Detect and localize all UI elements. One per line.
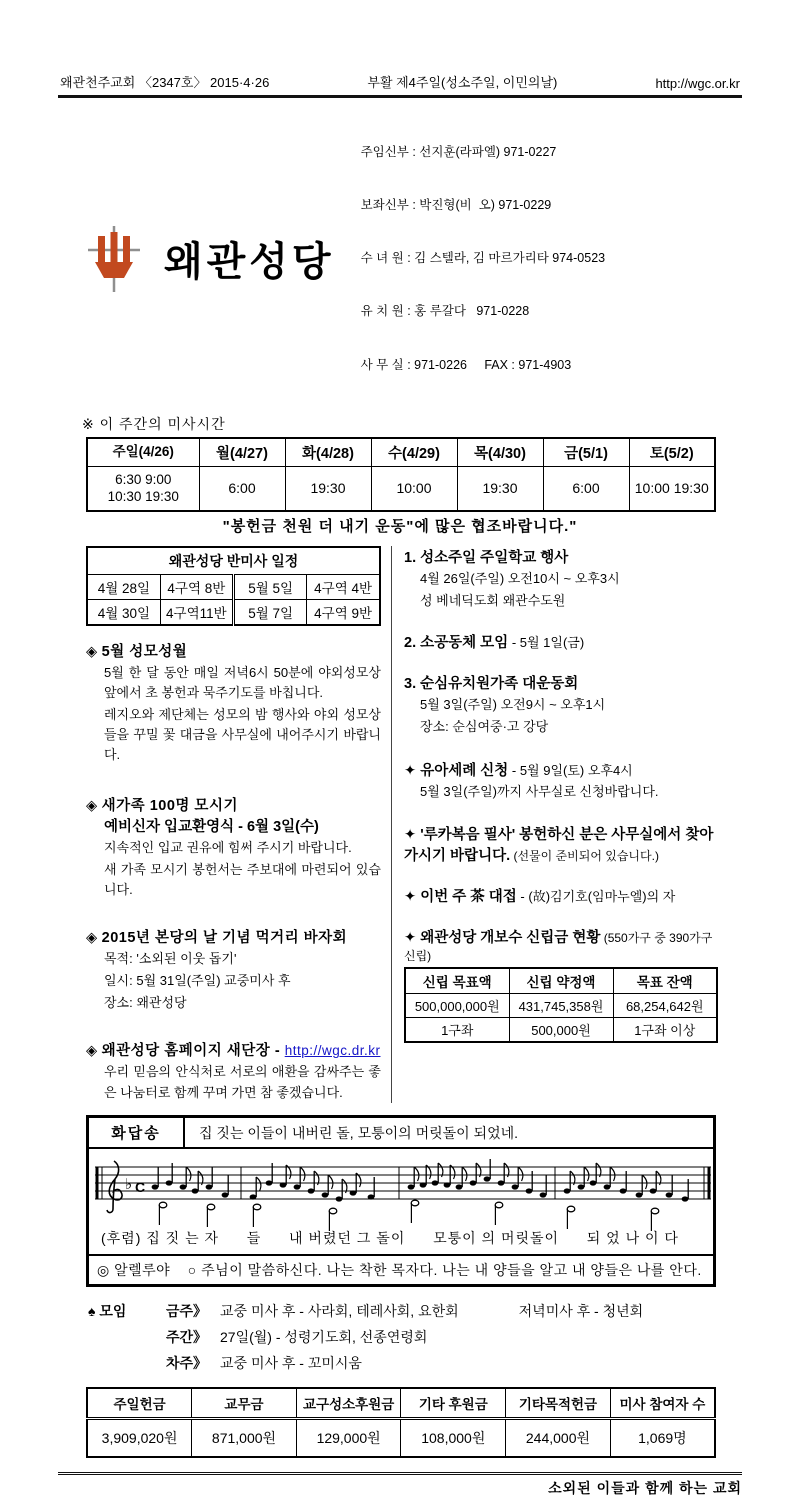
section-homepage [86, 1039, 381, 1102]
notice-title: 유아세례 신청 [420, 763, 509, 780]
contact-line: 주임신부 : 선지훈(라파엘) 971-0227 [360, 144, 557, 159]
offering-table [86, 1387, 716, 1458]
responsorial-psalm-box [86, 1115, 716, 1287]
offering-value: 1,069명 [610, 1418, 715, 1457]
half-mass-cell: 4구역11반 [160, 599, 233, 625]
offering-value: 108,000원 [401, 1418, 506, 1457]
music-staff [93, 1153, 713, 1223]
offering-header: 교무금 [192, 1388, 297, 1419]
meeting-text: 교중 미사 후 - 사라회, 테레사회, 요한회 [220, 1302, 459, 1319]
mass-day-header: 토(5/2) [629, 438, 715, 467]
notice-title: 이번 주 茶 대접 [420, 888, 517, 905]
lyric-segment: 들 [246, 1229, 262, 1246]
section-body-line: 일시: 5월 31일(주일) 교중미사 후 [104, 973, 291, 989]
half-mass-cell: 4구역 4반 [307, 574, 380, 599]
circle-icon: ○ [187, 1261, 197, 1278]
left-column [86, 546, 391, 1103]
mass-day-header: 화(4/28) [285, 438, 371, 467]
notice-tea-service [404, 885, 718, 906]
offering-header: 주일헌금 [87, 1388, 192, 1419]
notice-luke-transcription [404, 823, 718, 865]
church-name: 왜관성당 [164, 240, 335, 285]
meeting-label: 금주》 [166, 1302, 208, 1319]
notice-number: 2. [404, 635, 417, 652]
section-may-devotion [86, 640, 381, 766]
fund-cell: 500,000,000원 [405, 993, 509, 1017]
notice-small-community [404, 631, 718, 652]
treble-clef-glyph [107, 1161, 122, 1213]
star-bullet-icon: ✦ [404, 888, 417, 905]
fund-header: 목표 잔액 [613, 968, 717, 994]
notice-infant-baptism [404, 759, 718, 802]
notice-number: 1. [404, 549, 417, 566]
mass-time-cell: 19:30 [285, 466, 371, 511]
meeting-text: 저녁미사 후 - 청년회 [518, 1302, 644, 1319]
section-body-line: 우리 믿음의 안식처로 서로의 애환을 감싸주는 좋은 나눔터로 함께 꾸며 가면 참 좋겠습니다. [104, 1064, 381, 1100]
section-title: 왜관성당 홈페이지 새단장 - [101, 1043, 285, 1060]
offering-value: 129,000원 [296, 1418, 401, 1457]
meeting-row [88, 1353, 742, 1373]
meeting-text: 교중 미사 후 - 꼬미시움 [220, 1354, 362, 1371]
section-title: 새가족 100명 모시기 [101, 797, 238, 814]
fund-cell: 431,745,358원 [509, 993, 613, 1017]
mass-day-header: 주일(4/26) [87, 438, 199, 467]
notice-body-line: 장소: 순심여중·고 강당 [420, 719, 549, 735]
sunday-times-line2: 10:30 19:30 [107, 489, 179, 505]
bulletin-issue: 왜관천주교회 〈2347호〉 2015·4·26 [60, 75, 270, 90]
notice-detail: - 5월 9일(토) 오후4시 [508, 763, 633, 779]
mass-time-cell [87, 466, 199, 511]
contact-line: 수 녀 원 : 김 스텔라, 김 마르가리타 974-0523 [360, 251, 606, 265]
half-mass-cell: 5월 5일 [234, 574, 307, 599]
fund-cell: 500,000원 [509, 1017, 613, 1042]
renovation-fund-table [404, 967, 718, 1043]
fund-header: 신립 약정액 [509, 968, 613, 994]
sunday-times-line1: 6:30 9:00 [115, 471, 172, 487]
mass-day-header: 수(4/29) [371, 438, 457, 467]
notice-sunday-school [404, 546, 718, 611]
half-mass-cell: 4월 28일 [87, 574, 160, 599]
right-column [391, 546, 718, 1103]
meeting-label: 차주》 [166, 1354, 208, 1371]
psalm-lyrics [93, 1228, 709, 1254]
half-mass-cell: 4월 30일 [87, 599, 160, 625]
lyric-segment: 되 었 나 이 다 [586, 1229, 679, 1246]
star-bullet-icon: ✦ [404, 826, 417, 843]
flat-sign-glyph: ♭ [125, 1175, 133, 1193]
section-body-line: 레지오와 제단체는 성모의 밤 행사와 야외 성모상 들을 꾸밀 꽃 대금을 사무실에 내어주시기 바랍니다. [104, 707, 381, 763]
psalm-refrain-text: 집 짓는 이들이 내버린 돌, 모퉁이의 머릿돌이 되었네. [199, 1124, 519, 1141]
section-body-line: 5월 한 달 동안 매일 저녁6시 50분에 야외성모상 앞에서 초 봉헌과 묵주기도를 바칩니다. [104, 664, 381, 700]
alleluia-text: 알렐루야 [114, 1261, 171, 1278]
mass-day-header: 목(4/30) [457, 438, 543, 467]
notice-title: 성소주일 주일학교 행사 [420, 549, 569, 566]
notice-body-line: 5월 3일(주일)까지 사무실로 신청바랍니다. [420, 784, 659, 800]
meeting-row [88, 1327, 742, 1347]
fund-cell: 68,254,642원 [613, 993, 717, 1017]
lyric-segment: (후렴) 집 짓 는 자 [101, 1229, 220, 1246]
offering-header: 교구성소후원금 [296, 1388, 401, 1419]
notice-title: 순심유치원가족 대운동회 [420, 676, 579, 693]
meeting-row [88, 1301, 742, 1321]
mass-times-table [86, 437, 716, 512]
notice-renovation-fund [404, 926, 718, 1043]
mass-time-cell: 6:00 [543, 466, 629, 511]
footer-slogan: 소외된 이들과 함께 하는 교회 [548, 1479, 742, 1496]
notes-measure-2 [250, 1163, 375, 1231]
verse-text: 주님이 말씀하신다. 나는 착한 목자다. 나는 내 양들을 알고 내 양들은 나를 안다. [201, 1261, 702, 1278]
contact-line: 유 치 원 : 홍 루갈다 971-0228 [360, 304, 530, 319]
notice-body-line: 5월 3일(주일) 오전9시 ~ 오후1시 [420, 697, 606, 713]
fund-header: 신립 목표액 [405, 968, 509, 994]
notice-detail: - 5월 1일(금) [508, 635, 585, 651]
masthead [86, 108, 742, 410]
church-url[interactable]: http://wgc.or.kr [655, 76, 740, 91]
section-subtitle: 예비신자 입교환영식 - 6월 3일(수) [104, 818, 319, 835]
mass-time-cell: 19:30 [457, 466, 543, 511]
half-mass-cell: 4구역 9반 [307, 599, 380, 625]
double-circle-icon: ◎ [97, 1261, 110, 1278]
offering-header: 기타목적헌금 [506, 1388, 611, 1419]
mass-time-cell: 10:00 [371, 466, 457, 511]
notice-body-line: 4월 26일(주일) 오전10시 ~ 오후3시 [420, 570, 620, 586]
diamond-bullet-icon: ◈ [86, 797, 98, 814]
footer-rule [58, 1472, 742, 1475]
section-body-line: 지속적인 입교 권유에 힘써 주시기 바랍니다. [104, 839, 352, 855]
section-title: 5월 성모성월 [101, 643, 188, 660]
meeting-text: 27일(월) - 성령기도회, 선종연령회 [220, 1328, 428, 1345]
notes-measure-3 [408, 1159, 547, 1225]
notice-body-line: 성 베네딕도회 왜관수도원 [420, 592, 566, 608]
notice-title: '루카복음 필사' 봉헌하신 분은 사무실에서 찾아 가시기 바랍니다. [404, 826, 714, 864]
half-mass-cell: 5월 7일 [234, 599, 307, 625]
contact-line: 보좌신부 : 박진형(비 오) 971-0229 [360, 197, 552, 212]
lyric-segment: 모퉁이 의 머릿돌이 [433, 1229, 560, 1246]
alleluia-verse [89, 1254, 713, 1284]
spade-icon: ♠ [88, 1302, 96, 1319]
lyric-segment: 내 버렸던 그 돌이 [289, 1229, 406, 1246]
homepage-link[interactable]: http://wgc.dr.kr [284, 1043, 381, 1059]
mass-time-cell: 10:00 19:30 [629, 466, 715, 511]
diamond-bullet-icon: ◈ [86, 643, 98, 660]
star-bullet-icon: ✦ [404, 929, 417, 946]
fund-cell: 1구좌 [405, 1017, 509, 1042]
notice-detail: (선물이 준비되어 있습니다.) [510, 848, 659, 863]
notice-detail: (550가구 중 390가구 신립) [404, 930, 713, 963]
half-mass-title: 왜관성당 반미사 일정 [87, 547, 380, 575]
offering-value: 3,909,020원 [87, 1418, 192, 1457]
meetings-title: 모임 [99, 1302, 127, 1319]
notice-title: 왜관성당 개보수 신립금 현황 [420, 929, 601, 946]
meetings-section [88, 1301, 742, 1373]
time-signature-glyph: C [135, 1178, 146, 1195]
section-body-line: 장소: 왜관성당 [104, 995, 187, 1011]
offering-campaign-banner: "봉헌금 천원 더 내기 운동"에 많은 협조바랍니다." [222, 517, 578, 535]
notice-detail: - (故)김기호(임마누엘)의 자 [516, 888, 676, 904]
contact-info [361, 108, 606, 410]
notes-measure-4 [564, 1163, 689, 1231]
section-title: 2015년 본당의 날 기념 먹거리 바자회 [101, 929, 348, 946]
notice-title: 소공동체 모임 [420, 635, 509, 652]
diamond-bullet-icon: ◈ [86, 1043, 98, 1060]
fund-cell: 1구좌 이상 [613, 1017, 717, 1042]
notice-kindergarten [404, 672, 718, 737]
contact-line: 사 무 실 : 971-0226 FAX : 971-4903 [360, 357, 572, 372]
notice-number: 3. [404, 676, 417, 693]
mass-day-header: 금(5/1) [543, 438, 629, 467]
notes-measure-1 [152, 1163, 229, 1227]
half-mass-schedule-table [86, 546, 381, 626]
bulletin-week-title: 부활 제4주일(성소주일, 이민의날) [367, 75, 558, 90]
psalm-label: 화답송 [89, 1118, 185, 1147]
section-body-line: 새 가족 모시기 봉헌서는 주보대에 마련되어 있습니다. [104, 861, 381, 897]
diamond-bullet-icon: ◈ [86, 929, 98, 946]
content-columns [86, 546, 718, 1103]
section-bazaar [86, 926, 381, 1013]
half-mass-cell: 4구역 8반 [160, 574, 233, 599]
mass-times-title: ※ 이 주간의 미사시간 [82, 415, 226, 432]
star-bullet-icon: ✦ [404, 763, 417, 780]
church-logo-icon [86, 224, 142, 294]
mass-day-header: 월(4/27) [199, 438, 285, 467]
offering-header: 기타 후원금 [401, 1388, 506, 1419]
section-body-line: 목적: '소외된 이웃 돕기' [104, 950, 237, 966]
offering-value: 871,000원 [192, 1418, 297, 1457]
mass-time-cell: 6:00 [199, 466, 285, 511]
offering-header: 미사 참여자 수 [610, 1388, 715, 1419]
header-bar [58, 72, 742, 98]
offering-value: 244,000원 [506, 1418, 611, 1457]
section-new-family [86, 794, 381, 900]
meeting-label: 주간》 [166, 1328, 208, 1345]
